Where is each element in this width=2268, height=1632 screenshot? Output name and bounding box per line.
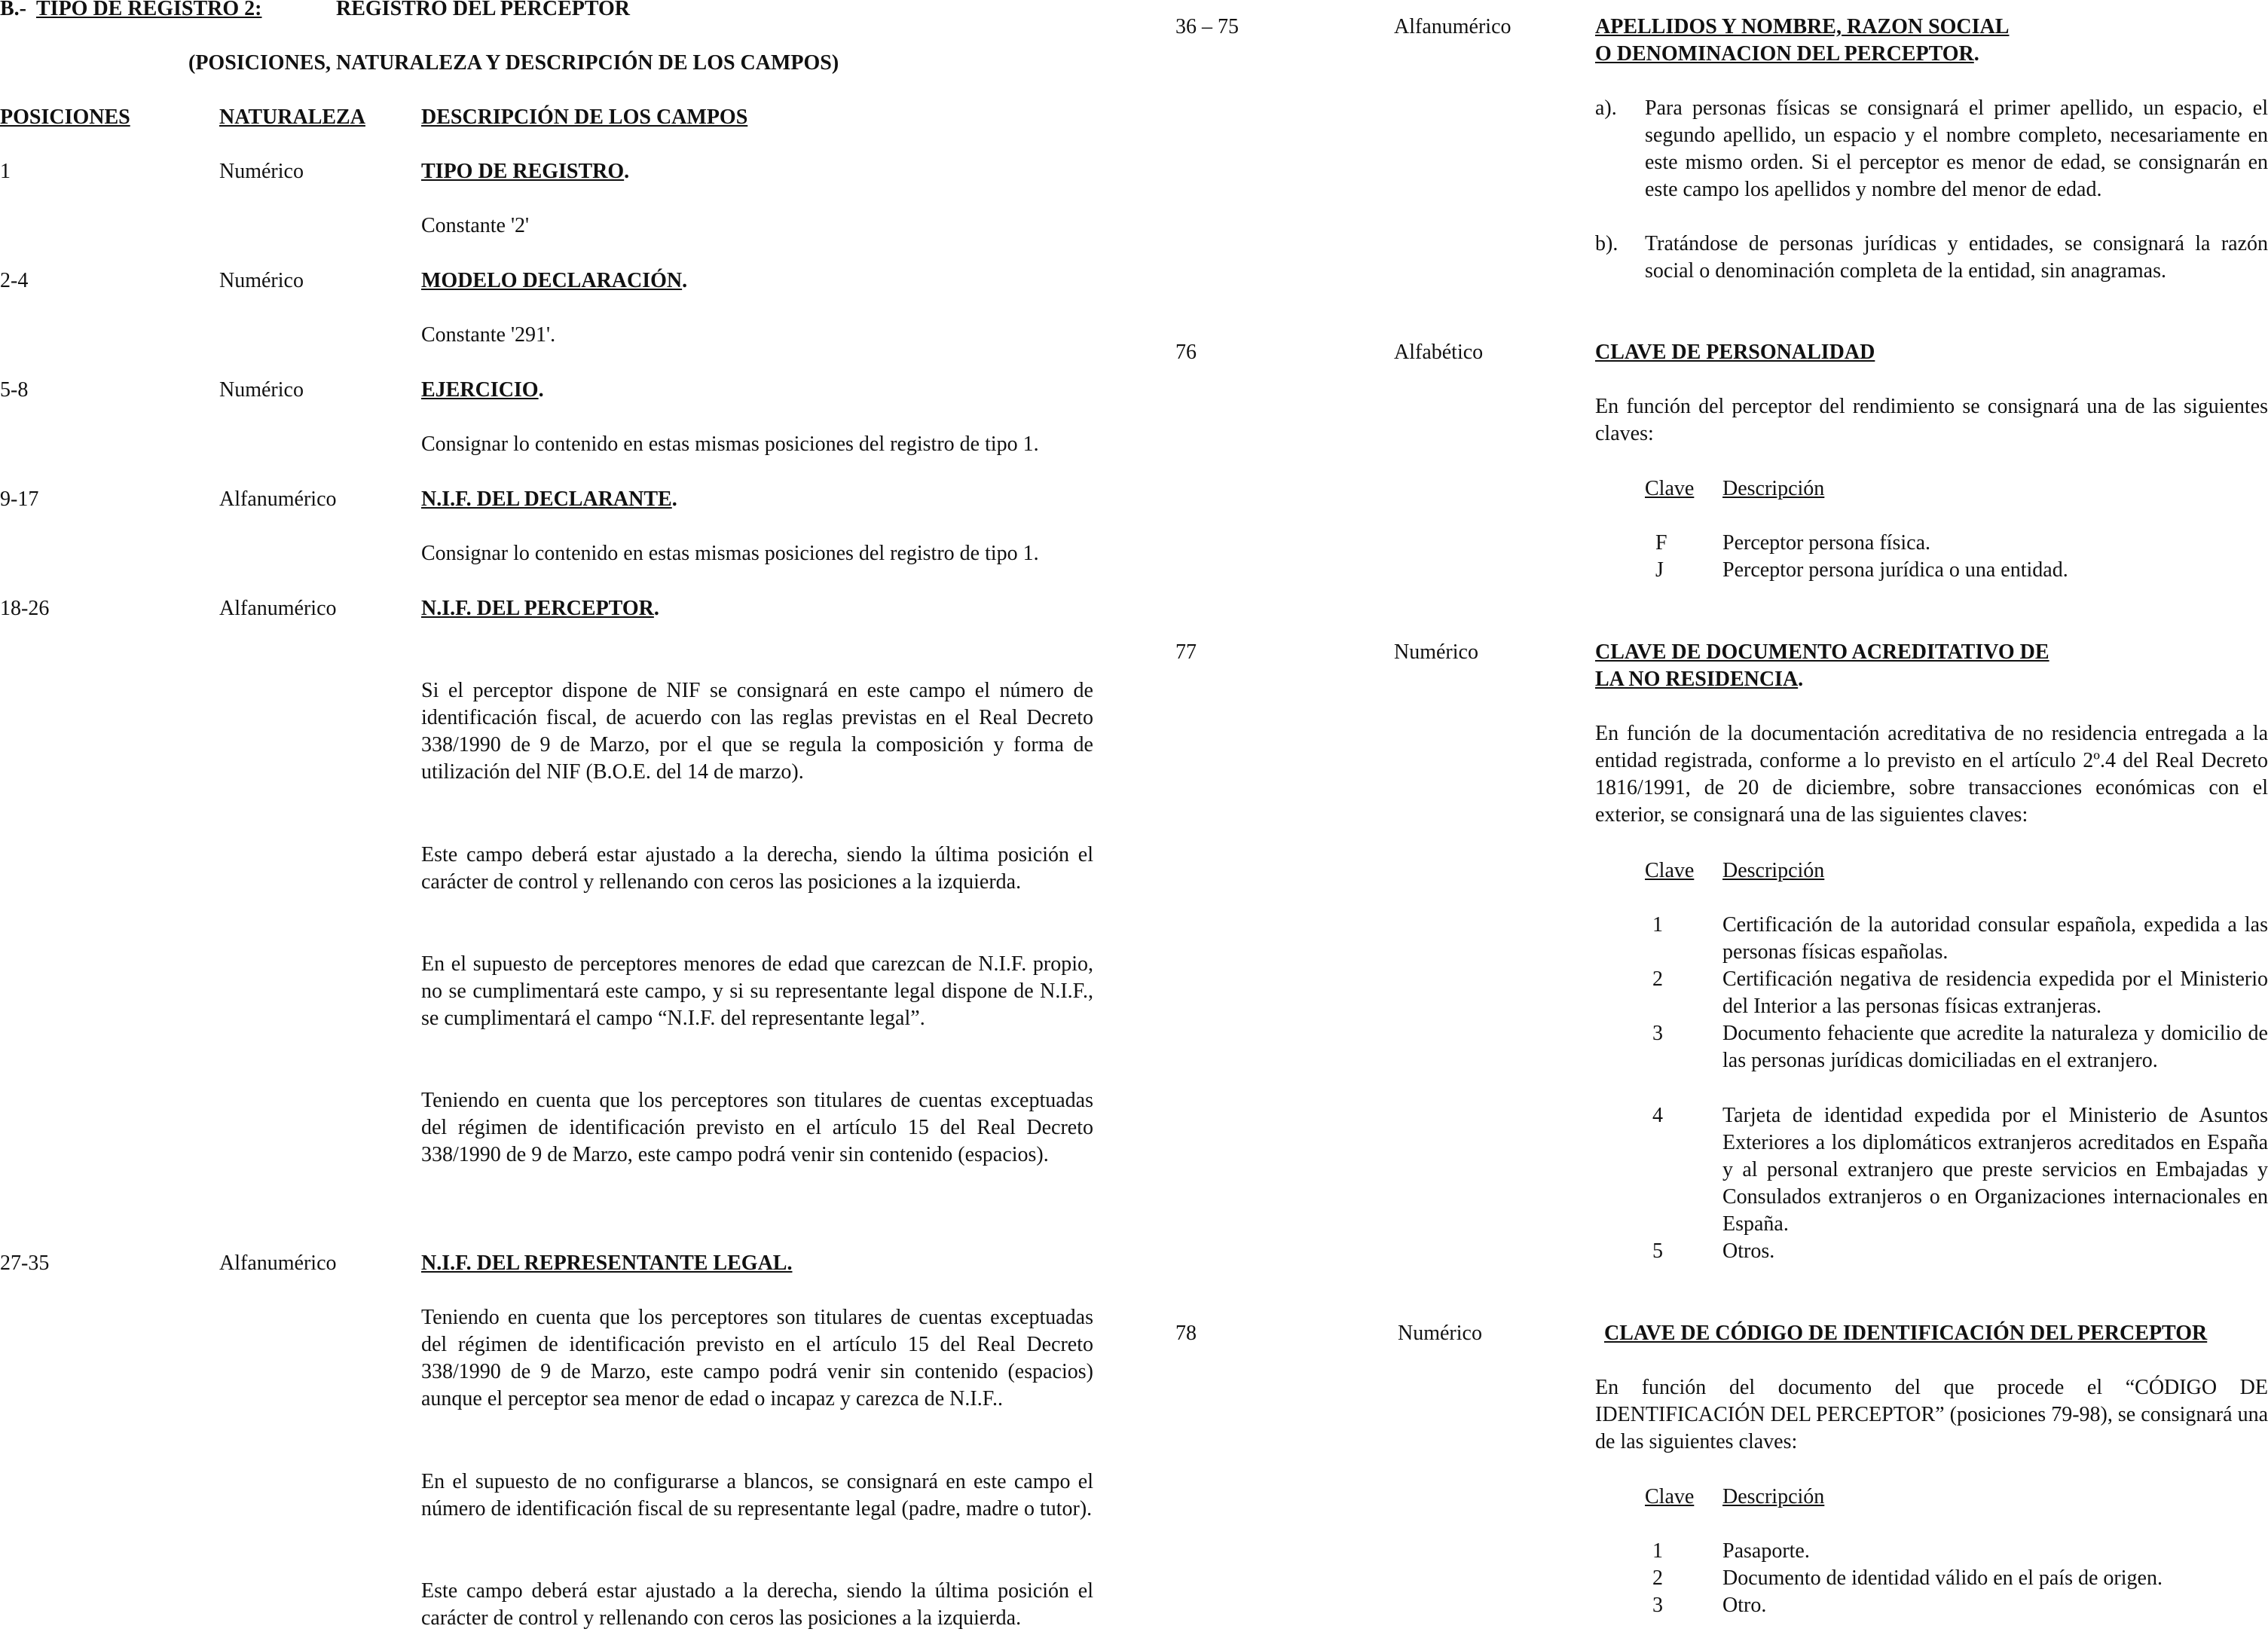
table-cell-description: Tarjeta de identidad expedida por el Ministerio de Asuntos Exteriores a los diplomáticos extranjeros acreditados en España y al personal extranjero que preste servicios en Embajadas y Consulados extranjeros o en Organizaciones internacionales en España. [1722,1104,2268,1236]
table-cell-key: F [1655,531,1667,555]
field-description: En el supuesto de no configurarse a blancos, se consignará en este campo el número de identificación fiscal de su representante legal (padre, madre o tutor). [421,1470,1093,1520]
table-cell-key: 3 [1652,1594,1663,1617]
table-cell-key: 1 [1652,1539,1663,1563]
header-prefix: B.- [0,0,26,20]
table-cell-description: Perceptor persona física. [1722,531,1930,555]
field-position: 77 [1175,640,1197,664]
field-nature: Numérico [219,269,304,292]
field-position: 36 – 75 [1175,15,1239,38]
table-cell-description: Documento de identidad válido en el país de origen. [1722,1566,2163,1590]
field-nature: Numérico [1398,1322,1482,1345]
field-description: Este campo deberá estar ajustado a la derecha, siendo la última posición el carácter de control y rellenando con ceros las posiciones a la izquierda. [421,1579,1093,1630]
field-title-text: EJERCICIO [421,378,539,402]
field-nature: Alfanumérico [219,597,337,620]
header-record-name: REGISTRO DEL PERCEPTOR [336,0,631,20]
field-description: En el supuesto de perceptores menores de edad que carezcan de N.I.F. propio, no se cumplimentará este campo, y si su representante legal dispone de N.I.F., se cumplimentará el campo “N.I.F. del representante legal”. [421,952,1093,1030]
field-title: EJERCICIO. [421,378,544,402]
field-title-line1: CLAVE DE DOCUMENTO ACREDITATIVO DE [1595,640,2049,664]
field-title: N.I.F. DEL DECLARANTE. [421,487,677,511]
field-title: CLAVE DE CÓDIGO DE IDENTIFICACIÓN DEL PERCEPTOR [1604,1322,2208,1345]
field-position: 1 [0,160,11,183]
table-header-description: Descripción [1722,1485,1825,1508]
table-cell-key: J [1655,558,1664,582]
column-header-description: DESCRIPCIÓN DE LOS CAMPOS [421,105,748,129]
field-position: 2-4 [0,269,29,292]
field-nature: Numérico [1394,640,1478,664]
field-description: En función de la documentación acreditativa de no residencia entregada a la entidad registrada, conforme a lo previsto en el artículo 2º.4 del Real Decreto 1816/1991, de 20 de diciembre, sobre transacciones económicas con el exterior, se consignará una de las siguientes claves: [1595,722,2268,827]
column-header-nature: NATURALEZA [219,105,365,129]
table-header-key: Clave [1645,859,1695,882]
field-title-text: N.I.F. DEL DECLARANTE [421,487,672,511]
field-position: 78 [1175,1322,1197,1345]
list-item-text: Tratándose de personas jurídicas y entidades, se consignará la razón social o denominación completa de la entidad, sin anagramas. [1645,232,2268,283]
field-description: Constante '291'. [421,323,556,347]
list-item-text: Para personas físicas se consignará el primer apellido, un espacio, el segundo apellido, un espacio y el nombre completo, necesariamente en este mismo orden. Si el perceptor es menor de edad, se consignarán en este campo los apellidos y nombre del menor de edad. [1645,96,2268,201]
field-description: Si el perceptor dispone de NIF se consignará en este campo el número de identificación fiscal, de acuerdo con las reglas previstas en el Real Decreto 338/1990 de 9 de Marzo, por el que se regula la composición y forma de utilización del NIF (B.O.E. del 14 de marzo). [421,679,1093,784]
field-position: 9-17 [0,487,39,511]
table-cell-description: Pasaporte. [1722,1539,1810,1563]
field-title-text: MODELO DECLARACIÓN [421,269,683,292]
field-nature: Alfanumérico [219,487,337,511]
table-cell-description: Documento fehaciente que acredite la naturaleza y domicilio de las personas jurídicas domiciliadas en el extranjero. [1722,1022,2268,1072]
field-nature: Alfabético [1394,341,1484,364]
list-item-key: a). [1595,96,1617,120]
header-subtitle: (POSICIONES, NATURALEZA Y DESCRIPCIÓN DE LOS CAMPOS) [188,51,839,75]
field-position: 27-35 [0,1252,50,1275]
field-title-text: O DENOMINACION DEL PERCEPTOR [1595,42,1974,66]
field-nature: Numérico [219,378,304,402]
field-title-line2: O DENOMINACION DEL PERCEPTOR. [1595,42,1979,66]
field-description: Teniendo en cuenta que los perceptores son titulares de cuentas exceptuadas del régimen de identificación previsto en el artículo 15 del Real Decreto 338/1990 de 9 de Marzo, este campo podrá venir sin contenido (espacios). [421,1089,1093,1166]
header-record-type: TIPO DE REGISTRO 2: [36,0,262,20]
field-position: 18-26 [0,597,50,620]
table-cell-key: 5 [1652,1239,1663,1263]
table-header-description: Descripción [1722,477,1825,500]
field-title: MODELO DECLARACIÓN. [421,269,688,292]
table-header-key: Clave [1645,477,1695,500]
list-item-key: b). [1595,232,1618,255]
field-nature: Alfanumérico [219,1252,337,1275]
field-title-text: N.I.F. DEL PERCEPTOR [421,597,654,620]
field-title-line1: APELLIDOS Y NOMBRE, RAZON SOCIAL [1595,15,2010,38]
field-description: Este campo deberá estar ajustado a la derecha, siendo la última posición el carácter de control y rellenando con ceros las posiciones a la izquierda. [421,843,1093,894]
field-title: N.I.F. DEL PERCEPTOR. [421,597,659,620]
field-nature: Alfanumérico [1394,15,1511,38]
table-cell-key: 3 [1652,1022,1663,1045]
field-title: CLAVE DE PERSONALIDAD [1595,341,1875,364]
table-cell-description: Otro. [1722,1594,1767,1617]
field-title-text: LA NO RESIDENCIA [1595,668,1799,691]
field-nature: Numérico [219,160,304,183]
field-description: En función del documento del que procede el “CÓDIGO DE IDENTIFICACIÓN DEL PERCEPTOR” (posiciones 79-98), se consignará una de las siguientes claves: [1595,1376,2268,1453]
field-description: Constante '2' [421,214,530,237]
table-cell-description: Certificación negativa de residencia expedida por el Ministerio del Interior a las personas físicas extranjeras. [1722,967,2268,1018]
table-cell-description: Perceptor persona jurídica o una entidad. [1722,558,2068,582]
field-title-text: TIPO DE REGISTRO [421,160,625,183]
table-cell-key: 2 [1652,1566,1663,1590]
table-cell-description: Certificación de la autoridad consular española, expedida a las personas físicas españolas. [1722,913,2268,964]
field-description: Teniendo en cuenta que los perceptores son titulares de cuentas exceptuadas del régimen de identificación previsto en el artículo 15 del Real Decreto 338/1990 de 9 de Marzo, este campo podrá venir sin contenido (espacios) aunque el perceptor sea menor de edad o incapaz y carezca de N.I.F.. [421,1306,1093,1410]
field-title-line2: LA NO RESIDENCIA. [1595,668,1804,691]
column-header-positions: POSICIONES [0,105,130,129]
record-header [0,0,262,23]
table-cell-description: Otros. [1722,1239,1775,1263]
field-position: 5-8 [0,378,29,402]
table-cell-key: 2 [1652,967,1663,991]
field-title: N.I.F. DEL REPRESENTANTE LEGAL. [421,1252,793,1275]
table-cell-key: 4 [1652,1104,1663,1127]
field-title: TIPO DE REGISTRO. [421,160,630,183]
table-header-key: Clave [1645,1485,1695,1508]
table-header-description: Descripción [1722,859,1825,882]
table-cell-key: 1 [1652,913,1663,937]
field-description: Consignar lo contenido en estas mismas posiciones del registro de tipo 1. [421,542,1039,565]
field-position: 76 [1175,341,1197,364]
field-description: Consignar lo contenido en estas mismas posiciones del registro de tipo 1. [421,432,1039,456]
field-description: En función del perceptor del rendimiento se consignará una de las siguientes claves: [1595,395,2268,445]
